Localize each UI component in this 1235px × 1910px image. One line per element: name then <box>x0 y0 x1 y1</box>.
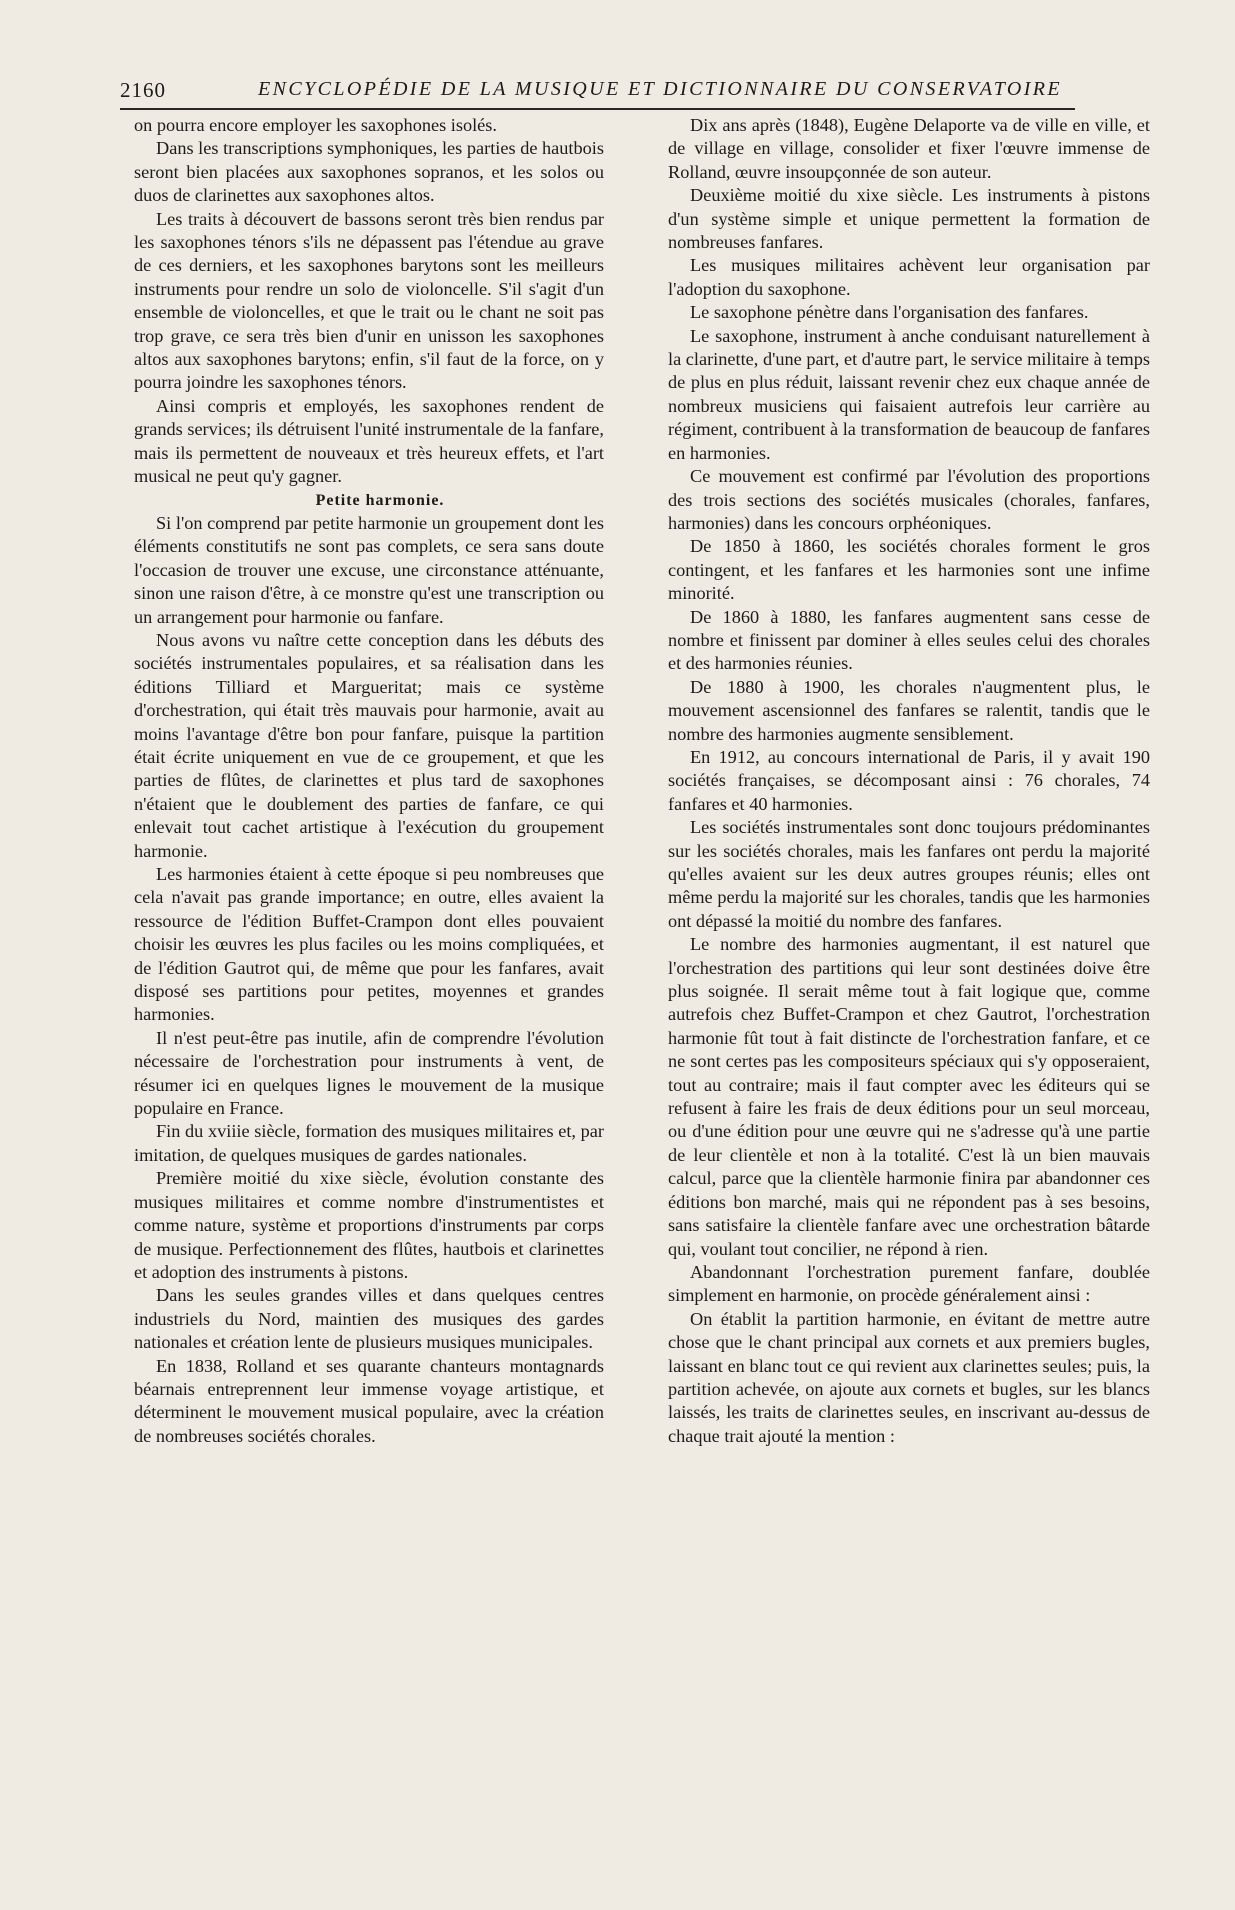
paragraph: Les musiques militaires achèvent leur organisation par l'adoption du saxophone. <box>668 255 1150 299</box>
paragraph: Abandonnant l'orchestration purement fanfare, doublée simplement en harmonie, on procède généralement ainsi : <box>668 1261 1150 1306</box>
paragraph: Le nombre des harmonies augmentant, il est naturel que l'orchestration des partitions qui leur sont destinées doive être plus soignée. Il serait même tout à fait logique que, comme autrefois chez Buffet-Crampon et chez Gautrot, l'orchestration harmonie fût tout à fait distincte de l'orchestration fanfare, et ce ne sont certes pas les compositeurs spéciaux qui s'y opposeraient, tout au contraire; mais il faut compter avec les éditeurs qui se refusent à faire les frais de deux éditions pour un seul morceau, ou d'une édition pour une œuvre qui ne s'adresse qu'à une partie de leur clientèle et non à la totalité. C'est là un bien mauvais calcul, parce que la clientèle harmonie finira par abandonner ces éditions bon marché, mais qui ne répondent pas à ses besoins, sans satisfaire la clientèle fanfare avec une orchestration bâtarde qui, voulant tout concilier, ne répond à rien. <box>668 934 1150 1259</box>
page-number: 2160 <box>120 78 166 102</box>
paragraph: Ainsi compris et employés, les saxophones rendent de grands services; ils détruisent l'unité instrumentale de la fanfare, mais ils permettent de nouveaux et très heureux effets, et l'art musical ne peut qu'y gagner. <box>134 395 604 487</box>
header-rule <box>120 108 1075 110</box>
paragraph: Les sociétés instrumentales sont donc toujours prédominantes sur les sociétés chorales, mais les fanfares ont perdu la majorité qu'elles avaient sur les deux autres groupes réunis; elles ont même perdu la majorité sur les chorales, tandis que les harmonies ont dépassé la moitié du nombre des fanfares. <box>668 817 1150 931</box>
paragraph: Première moitié du xixe siècle, évolution constante des musiques militaires et comme nombre d'instrumentistes et comme nature, système et proportions d'instruments par corps de musique. Perfectionnement des flûtes, hautbois et clarinettes et adoption des instruments à pistons. <box>134 1168 604 1282</box>
left-column <box>134 114 604 1448</box>
paragraph: Fin du xviiie siècle, formation des musiques militaires et, par imitation, de quelques musiques de gardes nationales. <box>134 1121 604 1165</box>
paragraph: En 1912, au concours international de Paris, il y avait 190 sociétés françaises, se décomposant ainsi : 76 chorales, 74 fanfares et 40 harmonies. <box>668 746 1150 814</box>
paragraph: on pourra encore employer les saxophones isolés. <box>134 115 497 135</box>
running-title: ENCYCLOPÉDIE DE LA MUSIQUE ET DICTIONNAIRE DU CONSERVATOIRE <box>258 78 1063 100</box>
paragraph: De 1860 à 1880, les fanfares augmentent sans cesse de nombre et finissent par dominer à elles seules celui des chorales et des harmonies réunies. <box>668 606 1150 674</box>
paragraph: Ce mouvement est confirmé par l'évolution des proportions des trois sections des sociétés musicales (chorales, fanfares, harmonies) dans les concours orphéoniques. <box>668 466 1150 533</box>
paragraph: Dans les transcriptions symphoniques, les parties de hautbois seront bien placées aux saxophones sopranos, et les solos ou duos de clarinettes aux saxophones altos. <box>134 138 604 206</box>
paragraph: En 1838, Rolland et ses quarante chanteurs montagnards béarnais entreprennent leur immense voyage artistique, et déterminent le mouvement musical populaire, avec la création de nombreuses sociétés chorales. <box>134 1355 604 1446</box>
paragraph: On établit la partition harmonie, en évitant de mettre autre chose que le chant principal aux cornets et aux premiers bugles, laissant en blanc tout ce qui revient aux clarinettes seules; puis, la partition achevée, on ajoute aux cornets et bugles, sur les blancs laissés, les traits de clarinettes seules, en inscrivant au-dessus de chaque trait ajouté la mention : <box>668 1308 1150 1446</box>
right-column <box>668 114 1150 1448</box>
paragraph: De 1880 à 1900, les chorales n'augmentent plus, le mouvement ascensionnel des fanfares se ralentit, tandis que le nombre des harmonies augmente sensiblement. <box>668 676 1150 744</box>
page-header <box>120 76 1120 106</box>
paragraph: Il n'est peut-être pas inutile, afin de comprendre l'évolution nécessaire de l'orchestration pour instruments à vent, de résumer ici en quelques lignes le mouvement de la musique populaire en France. <box>134 1027 604 1119</box>
paragraph: Le saxophone, instrument à anche conduisant naturellement à la clarinette, d'une part, et d'autre part, le service militaire à temps de plus en plus réduit, laissant revenir chez eux chaque année de nombreux musiciens qui faisaient autrefois leur carrière au régiment, contribuent à la transformation de beaucoup de fanfares en harmonies. <box>668 325 1150 463</box>
paragraph: Si l'on comprend par petite harmonie un groupement dont les éléments constitutifs ne sont pas complets, ce sera sans doute l'occasion de trouver une excuse, une circonstance atténuante, sinon une raison d'être, à ce monstre qu'est une transcription ou un arrangement pour harmonie ou fanfare. <box>134 512 604 627</box>
paragraph: Deuxième moitié du xixe siècle. Les instruments à pistons d'un système simple et unique permettent la formation de nombreuses fanfares. <box>668 185 1150 253</box>
paragraph: Les harmonies étaient à cette époque si peu nombreuses que cela n'avait pas grande importance; en outre, elles avaient la ressource de l'édition Buffet-Crampon dont elles pouvaient choisir les œuvres les plus faciles ou les moins compliquées, et de l'édition Gautrot qui, de même que pour les fanfares, avait disposé ses partitions pour petites, moyennes et grandes harmonies. <box>134 864 604 1025</box>
paragraph: Nous avons vu naître cette conception dans les débuts des sociétés instrumentales populaires, et sa réalisation dans les éditions Tilliard et Margueritat; mais ce système d'orchestration, qui était très mauvais pour harmonie, avait au moins l'avantage d'être bon pour fanfare, puisque la partition était écrite uniquement en vue de ce groupement, et que les parties de flûtes, de clarinettes et plus tard de saxophones n'étaient que le doublement des parties de fanfare, ce qui enlevait tout cachet artistique à l'exécution du groupement harmonie. <box>134 629 604 861</box>
paragraph: Dix ans après (1848), Eugène Delaporte va de ville en ville, et de village en village, consolider et fixer l'œuvre immense de Rolland, œuvre insoupçonnée de son auteur. <box>668 115 1150 182</box>
paragraph: De 1850 à 1860, les sociétés chorales forment le gros contingent, et les fanfares et les harmonies sont une infime minorité. <box>668 536 1150 604</box>
paragraph: Le saxophone pénètre dans l'organisation des fanfares. <box>690 302 1089 323</box>
section-title: Petite harmonie. <box>315 491 445 509</box>
paragraph: Les traits à découvert de bassons seront très bien rendus par les saxophones ténors s'ils ne dépassent pas l'étendue au grave de ces derniers, et les saxophones barytons sont les meilleurs instruments pour rendre un solo de violoncelle. S'il s'agit d'un ensemble de violoncelles, et que le trait ou le chant ne soit pas trop grave, ce sera très bien d'unir en unisson les saxophones altos aux saxophones barytons; enfin, s'il faut de la force, on y pourra joindre les saxophones ténors. <box>134 208 604 393</box>
paragraph: Dans les seules grandes villes et dans quelques centres industriels du Nord, maintien des musiques des gardes nationales et création lente de plusieurs musiques municipales. <box>134 1285 604 1353</box>
